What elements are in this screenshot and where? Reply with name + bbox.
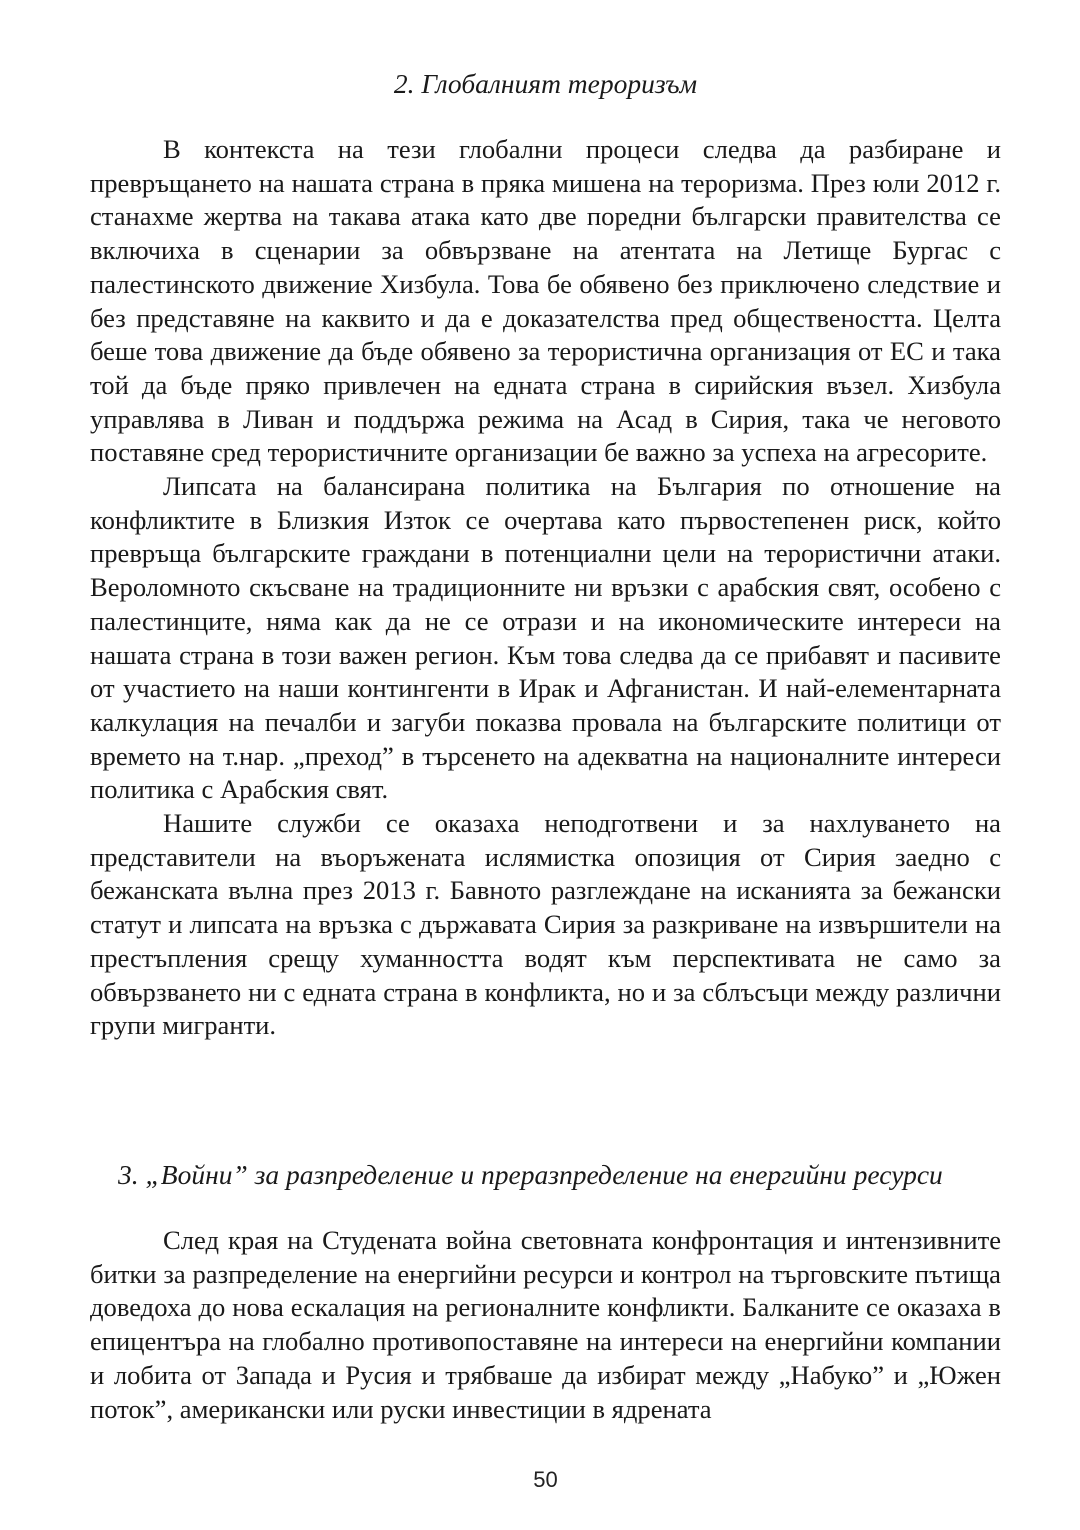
section-body-energy-wars [90, 1224, 1001, 1426]
paragraph: Нашите служби се оказаха неподготвени и за нахлуването на представители на въоръжената ислямистка опозиция от Сирия заедно с бежанската вълна през 2013 г. Бавното разглеждане на исканията за бежански статут и липсата на връзка с държавата Сирия за разкриване на извършители на престъпления срещу хуманността водят към перспективата не само за обвързването ни с едната страна в конфликта, но и за сблъсъци между различни групи мигранти. [90, 808, 1001, 1041]
section-heading-energy-wars: 3. „Войни” за разпределение и преразпределение на енергийни ресурси [118, 1159, 943, 1190]
paragraph: Липсата на балансирана политика на България по отношение на конфликтите в Близкия Изток се очертава като първостепенен риск, който превръща българските граждани в потенциални цели на терористични атаки. Вероломното скъсване на традиционните ни връзки с арабския свят, особено с палестинците, няма как да не се отрази и на икономическите интереси на нашата страна в този важен регион. Към това следва да се прибавят и пасивите от участието на наши контингенти в Ирак и Афганистан. И най-елементарната калкулация на печалби и загуби показва провала на българските политици от времето на т.нар. „преход” в търсенето на адекватна на националните интереси политика с Арабския свят. [90, 471, 1001, 805]
section-heading-global-terrorism: 2. Глобалният тероризъм [393, 68, 698, 99]
paragraph: След края на Студената война световната конфронтация и интензивните битки за разпределение на енергийни ресурси и контрол на търговските пътища доведоха до нова ескалация на регионалните конфликти. Балканите се оказаха в епицентъра на глобално противопоставяне на интереси на енергийни компании и лобита от Запада и Русия и трябваше да избират между „Набуко” и „Южен поток”, американски или руски инвестиции в ядрената [90, 1225, 1001, 1424]
section-body-global-terrorism [90, 133, 1001, 1043]
paragraph: В контекста на тези глобални процеси следва да разбиране и превръщането на нашата страна в пряка мишена на тероризма. През юли 2012 г. станахме жертва на такава атака като две поредни български правителства се включиха в сценарии за обвързване на атентата на Летище Бургас с палестинското движение Хизбула. Това бе обявено без приключено следствие и без представяне на каквито и да е доказателства пред обществеността. Целта беше това движение да бъде обявено за терористична организация от ЕС и така той да бъде пряко привлечен на едната страна в сирийския възел. Хизбула управлява в Ливан и поддържа режима на Асад в Сирия, така че неговото поставяне сред терористичните организации бе важно за успеха на агресорите. [90, 134, 1001, 468]
page-number: 50 [533, 1467, 558, 1492]
document-page [90, 0, 1001, 1530]
